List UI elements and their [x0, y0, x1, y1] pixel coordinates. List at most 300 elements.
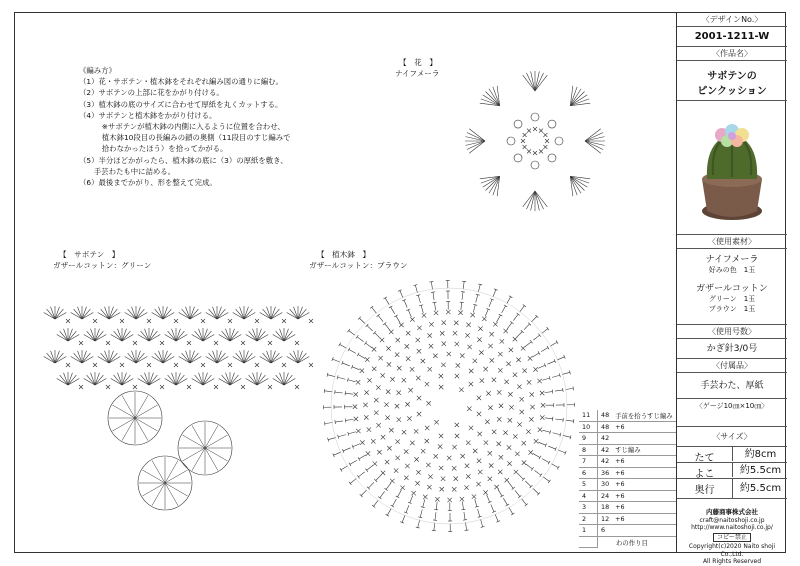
stitch-symbol	[553, 433, 561, 435]
stitch-symbol	[141, 375, 149, 385]
instruction-step: 手芸わたも中に詰める。	[79, 166, 291, 177]
stitch-symbol	[518, 495, 521, 497]
stitch-symbol	[152, 483, 165, 506]
stitch-symbol	[551, 464, 558, 468]
stitch-symbol	[374, 500, 379, 506]
stitch-symbol	[510, 321, 513, 323]
material2-detail2: ブラウン 1玉	[677, 304, 787, 314]
stitch-symbol	[249, 331, 257, 341]
stitch-symbol	[176, 331, 184, 341]
product-photo	[677, 101, 787, 235]
size-label: たて	[677, 449, 732, 464]
stitch-symbol	[495, 514, 498, 521]
stitch-symbol	[263, 353, 271, 363]
row-stitches: 42	[598, 444, 613, 456]
size-value: 約5.5cm	[732, 463, 788, 477]
cactus-yarn: ガザールコットン：グリーン	[53, 260, 151, 271]
company-footer	[677, 509, 787, 566]
stitch-symbol	[435, 512, 436, 520]
stitch-symbol	[348, 432, 356, 434]
stitch-symbol	[257, 375, 265, 385]
stitch-symbol	[506, 504, 509, 506]
stitch-symbol	[327, 375, 335, 377]
stitch-symbol	[74, 309, 82, 319]
stitch-symbol	[141, 331, 149, 341]
stitch-symbol	[155, 309, 163, 319]
instruction-step: ※サボテンが植木鉢の内側に入るように位置を合わせ、	[79, 121, 291, 132]
stitch-symbol	[386, 483, 391, 489]
accessories-header: 〈付属品〉	[677, 359, 787, 373]
stitch-symbol	[384, 488, 387, 490]
pattern-sheet	[14, 12, 786, 553]
row-stitches: 12	[598, 513, 613, 525]
stitch-symbol	[68, 331, 76, 341]
stitch-symbol	[205, 425, 218, 448]
pot-yarn: ガザールコットン：ブラウン	[309, 260, 407, 271]
stitch-symbol	[486, 92, 500, 106]
stitch-symbol	[541, 348, 548, 352]
stitch-symbol	[415, 285, 417, 293]
stitch-symbol	[60, 331, 68, 341]
row-stitches: 42	[598, 456, 613, 468]
row-note: +6	[612, 479, 676, 491]
instruction-step: 植木鉢10段目の長編みの鎖の奥側（11段目のすじ編みで	[79, 132, 291, 143]
company-url[interactable]: http://www.naitoshoji.co.jp/	[677, 524, 787, 532]
stitch-symbol	[570, 92, 584, 106]
gauge: 〈ゲージ10㎝×10㎝〉	[677, 399, 787, 427]
table-row	[579, 479, 676, 491]
stitch-symbol	[461, 302, 462, 310]
row-row: 11	[579, 410, 598, 421]
stitch-symbol	[542, 378, 550, 380]
stitch-symbol	[376, 475, 382, 481]
stitch-symbol	[109, 309, 117, 319]
material2-detail1: グリーン 1玉	[677, 294, 787, 304]
materials-header: 〈使用素材〉	[677, 235, 787, 249]
stitch-symbol	[203, 375, 211, 385]
row-note: +6	[612, 467, 676, 479]
stitch-symbol	[112, 405, 135, 418]
stitch-symbol	[325, 422, 333, 423]
stitch-symbol	[512, 487, 515, 489]
pot-title: 【 植木鉢 】	[317, 249, 370, 260]
stitch-symbol	[348, 348, 350, 351]
stitch-symbol	[433, 292, 434, 300]
stitch-symbol	[165, 460, 178, 483]
stitch-symbol	[548, 480, 550, 483]
stitch-symbol	[392, 499, 396, 506]
stitch-symbol	[500, 495, 503, 497]
row-stitches: 42	[598, 433, 613, 445]
stitch-symbol	[342, 363, 349, 366]
stitch-symbol	[530, 340, 532, 343]
stitch-symbol	[168, 331, 176, 341]
stitch-symbol	[531, 467, 533, 470]
instruction-step: （1）花・サボテン・植木鉢をそれぞれ編み図の通りに編む。	[79, 76, 291, 87]
title-line2: ピンクッション	[677, 82, 787, 97]
row-row: 9	[579, 433, 598, 445]
copyright-line2: All Rights Reserved	[677, 558, 787, 566]
stitch-symbol	[431, 292, 435, 293]
row-note	[612, 525, 676, 537]
stitch-symbol	[142, 483, 165, 496]
stitch-symbol	[276, 331, 284, 341]
stitch-symbol	[195, 375, 203, 385]
stitch-symbol	[367, 465, 373, 470]
stitch-symbol	[557, 466, 559, 469]
row-row: 6	[579, 467, 598, 479]
material2-name: ガザールコットン	[677, 281, 787, 294]
stitch-symbol	[182, 309, 190, 319]
stitch-symbol	[509, 296, 512, 298]
stitch-symbol	[418, 295, 420, 303]
stitch-symbol	[357, 337, 363, 342]
materials	[677, 249, 787, 325]
stitch-symbol	[421, 305, 423, 313]
stitch-symbol	[396, 316, 400, 323]
instruction-step: （2）サボテンの上部に花をかがり付ける。	[79, 87, 291, 98]
stitch-symbol	[165, 483, 178, 506]
size-row-width	[677, 463, 787, 479]
cactus-title: 【 サボテン 】	[59, 249, 119, 260]
stitch-symbol	[359, 318, 365, 324]
stitch-symbol	[552, 375, 560, 377]
stitch-symbol	[383, 297, 386, 299]
stitch-symbol	[217, 353, 225, 363]
copy-prohibited-badge: コピー禁止	[713, 533, 751, 543]
stitch-symbol	[389, 306, 392, 308]
stitch-symbol	[345, 393, 353, 394]
stitch-symbol	[547, 327, 549, 330]
stitch-symbol	[364, 341, 366, 344]
stitch-symbol	[168, 375, 176, 385]
size-label: よこ	[677, 465, 732, 480]
instructions-title: 《編み方》	[79, 65, 291, 76]
stitch-symbol	[429, 281, 433, 282]
stitch-symbol	[205, 448, 228, 461]
stitch-symbol	[493, 290, 496, 297]
size-header: 〈サイズ〉	[677, 427, 787, 447]
stitch-symbol	[461, 509, 465, 510]
product-title	[677, 61, 787, 101]
company-name: 内藤商事株式会社	[677, 509, 787, 517]
stitch-symbol	[136, 353, 144, 363]
stitch-symbol	[383, 322, 386, 324]
info-panel	[676, 13, 786, 552]
stitch-symbol	[324, 422, 325, 426]
stitch-symbol	[533, 454, 540, 458]
stitch-symbol	[521, 499, 526, 505]
instruction-step: （6）最後までかがり、形を整えて完成。	[79, 177, 291, 188]
cactus-pincushion-image	[677, 101, 787, 235]
stitch-symbol	[182, 353, 190, 363]
flower-diagram	[465, 71, 605, 211]
stitch-symbol	[338, 377, 346, 379]
stitch-symbol	[566, 420, 574, 421]
stitch-symbol	[548, 446, 555, 449]
stitch-symbol	[350, 478, 356, 483]
stitch-symbol	[465, 522, 466, 530]
stitch-symbol	[347, 329, 349, 332]
stitch-symbol	[152, 460, 165, 483]
stitch-symbol	[478, 284, 480, 292]
stitch-symbol	[538, 442, 545, 445]
stitch-symbol	[182, 448, 205, 461]
stitch-symbol	[358, 457, 360, 460]
stitch-symbol	[114, 331, 122, 341]
stitch-symbol	[387, 508, 391, 515]
stitch-symbol	[165, 470, 188, 483]
table-row	[579, 421, 676, 433]
row-stitches: 30	[598, 479, 613, 491]
stitch-symbol	[357, 475, 359, 478]
company-email[interactable]: craft@naitoshoji.co.jp	[677, 517, 787, 525]
chain-loop	[507, 137, 515, 145]
stitch-symbol	[135, 418, 158, 431]
stitch-symbol	[547, 361, 554, 364]
stitch-symbol	[112, 418, 135, 431]
stitch-symbol	[95, 331, 103, 341]
stitch-symbol	[378, 497, 381, 499]
stitch-symbol	[550, 342, 557, 346]
stitch-symbol	[365, 469, 367, 472]
stitch-symbol	[372, 307, 377, 313]
stitch-symbol	[523, 304, 526, 306]
copyright-line1: Copyright(c)2020 Naito shoji Co.,Ltd.	[677, 543, 787, 558]
stitch-symbol	[328, 438, 336, 440]
stitch-symbol	[122, 375, 130, 385]
stitch-symbol	[525, 504, 528, 506]
table-row	[579, 525, 676, 537]
row-note: +6	[612, 490, 676, 502]
instruction-step: （5）半分ほどかがったら、植木鉢の底に（3）の厚紙を敷き、	[79, 155, 291, 166]
row-note: 手前を拾うすじ編み	[612, 410, 676, 421]
stitch-symbol	[548, 461, 550, 464]
table-row	[579, 502, 676, 514]
stitch-symbol	[352, 367, 359, 370]
stitch-symbol	[350, 460, 357, 464]
stitch-symbol	[87, 331, 95, 341]
table-row	[579, 513, 676, 525]
stitch-symbol	[562, 372, 570, 374]
instruction-step: （4）サボテンと植木鉢をかがり付ける。	[79, 110, 291, 121]
stitch-symbol	[290, 309, 298, 319]
stitch-symbol	[335, 421, 343, 422]
stitch-symbol	[517, 332, 523, 338]
title-line1: サボテンの	[677, 67, 787, 82]
material1-name: ナイフメーラ	[677, 252, 787, 265]
stitch-symbol	[163, 309, 171, 319]
stitch-symbol	[349, 331, 355, 336]
stitch-symbol	[385, 298, 389, 305]
stitch-symbol	[485, 309, 488, 316]
stitch-symbol	[573, 386, 574, 390]
size-value: 約5.5cm	[732, 479, 788, 499]
stitch-symbol	[359, 455, 366, 459]
material1-detail: 好みの色 1玉	[677, 265, 787, 275]
instruction-step: （3）植木鉢の底のサイズに合わせて厚紙を丸くカットする。	[79, 99, 291, 110]
size-label: 奥行	[677, 481, 732, 496]
stitch-symbol	[357, 353, 359, 356]
stitch-symbol	[244, 309, 252, 319]
stitch-symbol	[404, 300, 407, 307]
chain-loop	[531, 113, 539, 121]
stitch-symbol	[55, 353, 63, 363]
stitch-symbol	[406, 505, 409, 512]
size-row-height	[677, 447, 787, 463]
stitch-symbol	[508, 482, 513, 488]
stitch-symbol	[182, 435, 205, 448]
stitch-symbol	[135, 405, 158, 418]
stitch-symbol	[257, 331, 265, 341]
stitch-symbol	[524, 324, 530, 330]
stitch-symbol	[511, 513, 514, 515]
stitch-symbol	[276, 375, 284, 385]
stitch-symbol	[176, 375, 184, 385]
stitch-symbol	[394, 315, 397, 317]
rows-table	[579, 410, 676, 548]
stitch-symbol	[340, 468, 342, 471]
stitch-symbol	[339, 343, 341, 346]
stitch-symbol	[341, 466, 348, 470]
size-row-depth	[677, 479, 787, 499]
stitch-symbol	[557, 357, 564, 360]
stitch-symbol	[356, 335, 358, 338]
stitch-symbol	[205, 435, 228, 448]
stitch-symbol	[244, 353, 252, 363]
chain-loop	[555, 137, 563, 145]
stitch-symbol	[349, 463, 351, 466]
stitch-symbol	[358, 354, 365, 358]
stitch-symbol	[436, 502, 437, 510]
stitch-symbol	[481, 519, 483, 527]
stitch-symbol	[380, 491, 385, 497]
stitch-symbol	[128, 309, 136, 319]
stitch-symbol	[489, 299, 492, 306]
stitch-symbol	[236, 353, 244, 363]
stitch-symbol	[74, 353, 82, 363]
stitch-symbol	[334, 452, 341, 455]
stitch-symbol	[497, 315, 501, 322]
stitch-symbol	[298, 353, 306, 363]
stitch-symbol	[538, 365, 545, 368]
stitch-symbol	[555, 419, 563, 420]
stitch-symbol	[142, 470, 165, 483]
row-note	[612, 433, 676, 445]
stitch-symbol	[122, 418, 135, 441]
stitch-symbol	[209, 353, 217, 363]
stitch-symbol	[502, 306, 506, 313]
stitch-symbol	[517, 313, 520, 315]
stitch-symbol	[335, 420, 336, 424]
stitch-symbol	[563, 435, 571, 437]
accessories: 手芸わた、厚紙	[677, 373, 787, 399]
stitch-symbol	[431, 282, 432, 290]
stitch-symbol	[487, 495, 490, 502]
stitch-symbol	[410, 495, 413, 502]
stitch-symbol	[222, 375, 230, 385]
stitch-symbol	[538, 334, 540, 337]
stitch-symbol	[128, 353, 136, 363]
stitch-symbol	[349, 482, 351, 485]
stitch-symbol	[402, 515, 405, 522]
stitch-symbol	[375, 333, 381, 339]
needle-size: かぎ針3/0号	[677, 339, 787, 359]
stitch-symbol	[135, 395, 148, 418]
stitch-symbol	[538, 351, 540, 354]
stitch-symbol	[271, 309, 279, 319]
stitch-symbol	[230, 375, 238, 385]
stitch-symbol	[391, 307, 395, 314]
stitch-symbol	[542, 430, 550, 432]
stitch-symbol	[190, 353, 198, 363]
stitch-symbol	[47, 353, 55, 363]
stitch-symbol	[515, 490, 520, 496]
stitch-symbol	[205, 448, 218, 471]
stitch-symbol	[236, 309, 244, 319]
stitch-symbol	[464, 512, 465, 520]
stitch-symbol	[122, 331, 130, 341]
stitch-symbol	[367, 325, 373, 331]
stitch-symbol	[435, 303, 436, 311]
flower-yarn: ナイフメーラ	[395, 68, 440, 79]
stitch-symbol	[396, 496, 399, 498]
stitch-symbol	[547, 346, 549, 349]
stitch-symbol	[391, 505, 394, 507]
stitch-symbol	[418, 520, 420, 528]
stitch-symbol	[533, 488, 539, 494]
stitch-symbol	[565, 388, 573, 389]
row-note: すじ編み	[612, 444, 676, 456]
stitch-symbol	[478, 509, 480, 517]
stitch-symbol	[165, 483, 188, 496]
rows-table-footer: わの作り目	[598, 536, 676, 548]
stitch-symbol	[563, 388, 564, 392]
stitch-symbol	[520, 306, 525, 312]
stitch-symbol	[47, 309, 55, 319]
stitch-symbol	[370, 306, 373, 308]
stitch-symbol	[190, 309, 198, 319]
stitch-symbol	[335, 392, 343, 393]
row-row: 2	[579, 513, 598, 525]
pot-diagram	[323, 280, 574, 531]
stitch-symbol	[555, 390, 563, 391]
row-note: +6	[612, 456, 676, 468]
stitch-symbol	[525, 481, 531, 487]
table-row	[579, 444, 676, 456]
stitch-symbol	[545, 392, 553, 393]
chain-loop	[548, 120, 556, 128]
stitch-symbol	[271, 353, 279, 363]
stitch-symbol	[366, 343, 372, 348]
stitch-symbol	[149, 375, 157, 385]
row-stitches: 48	[598, 421, 613, 433]
table-row	[579, 456, 676, 468]
size-value: 約8cm	[732, 447, 788, 461]
stitch-symbol	[463, 520, 467, 521]
stitch-symbol	[539, 456, 541, 459]
row-row: 7	[579, 456, 598, 468]
stitch-symbol	[340, 344, 347, 348]
stitch-symbol	[155, 353, 163, 363]
stitch-symbol	[338, 435, 346, 437]
chain-loop	[514, 120, 522, 128]
stitch-symbol	[249, 375, 257, 385]
table-row	[579, 433, 676, 445]
stitch-symbol	[503, 498, 507, 505]
stitch-symbol	[465, 530, 469, 531]
stitch-symbol	[507, 323, 512, 329]
